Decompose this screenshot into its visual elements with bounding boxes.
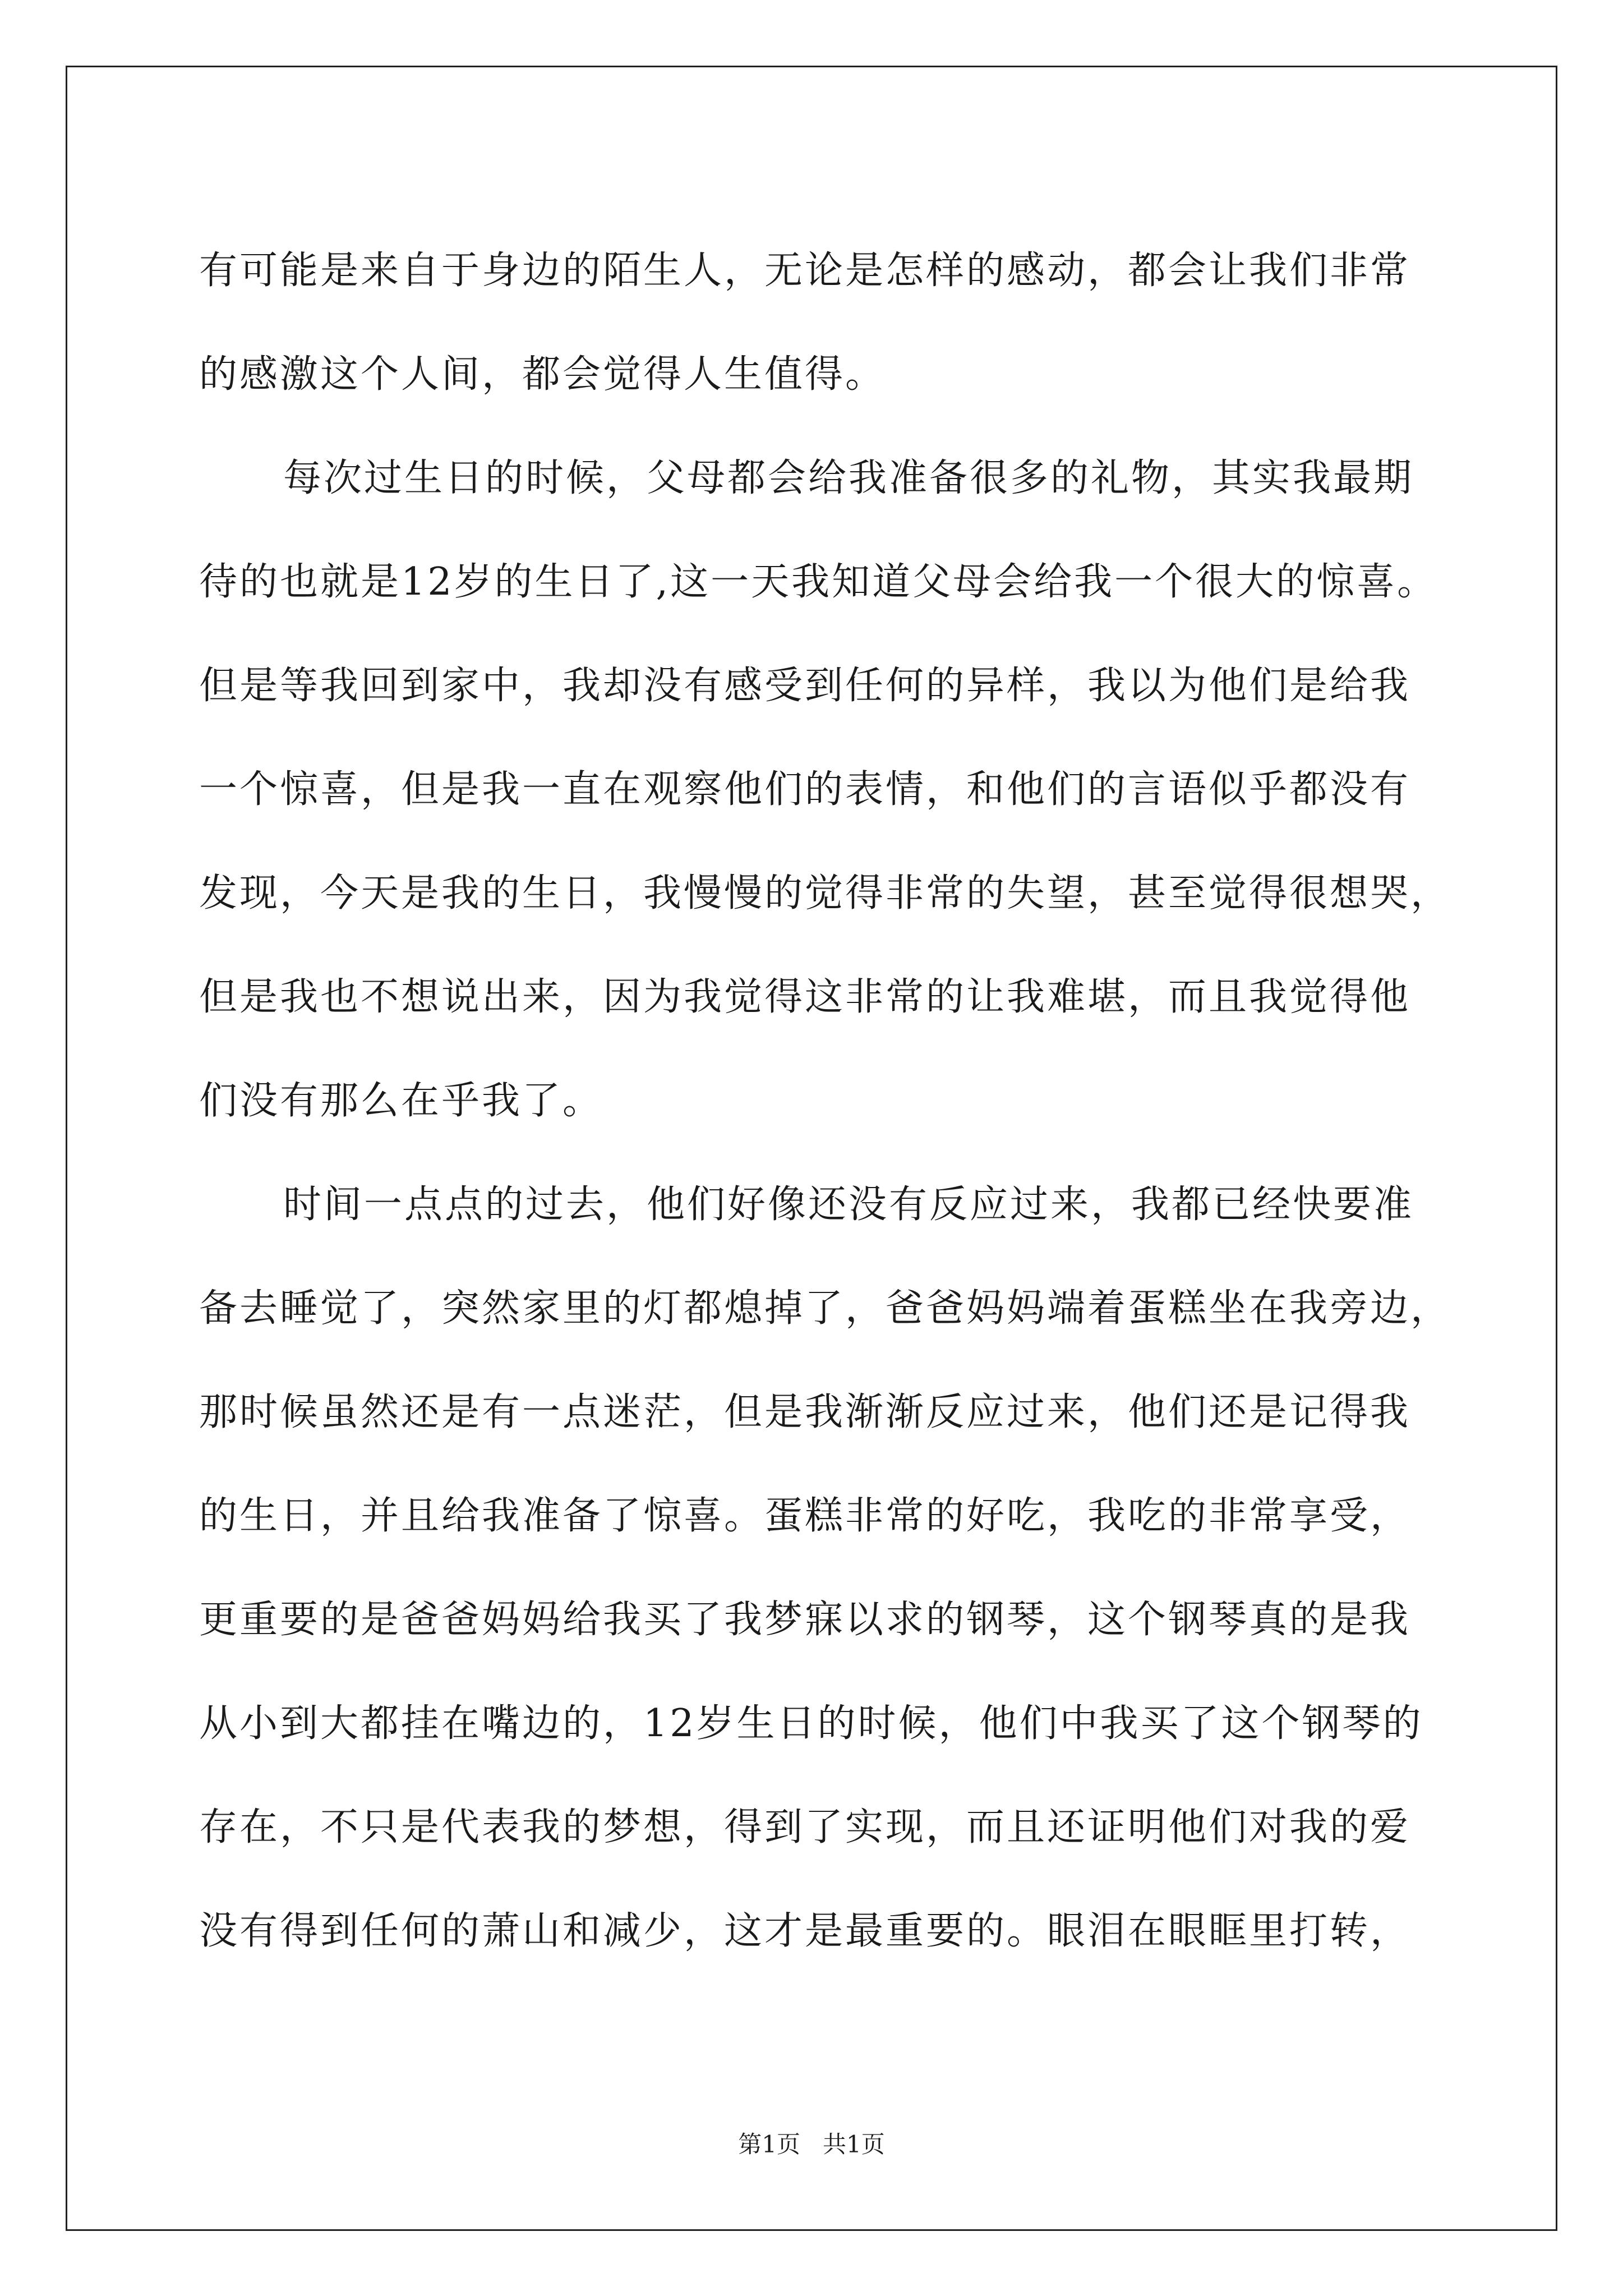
- page-number-label: 第1页 共1页: [738, 2131, 885, 2158]
- text-line: 更重要的是爸爸妈妈给我买了我梦寐以求的钢琴，这个钢琴真的是我: [199, 1598, 1411, 1642]
- document-body: [199, 219, 1451, 1983]
- text-line: 有可能是来自于身边的陌生人，无论是怎样的感动，都会让我们非常: [199, 249, 1411, 293]
- text-line: 但是我也不想说出来，因为我觉得这非常的让我难堪，而且我觉得他: [199, 975, 1411, 1019]
- text-line: 发现，今天是我的生日，我慢慢的觉得非常的失望，甚至觉得很想哭，: [199, 871, 1451, 915]
- text-line: 的感激这个人间，都会觉得人生值得。: [199, 352, 886, 397]
- text-line: 存在，不只是代表我的梦想，得到了实现，而且还证明他们对我的爱: [199, 1805, 1411, 1849]
- page-footer: [0, 2126, 1623, 2160]
- text-line: 待的也就是12岁的生日了,这一天我知道父母会给我一个很大的惊喜。: [199, 560, 1438, 604]
- text-line: 一个惊喜，但是我一直在观察他们的表情，和他们的言语似乎都没有: [199, 767, 1411, 812]
- text-line: 从小到大都挂在嘴边的，12岁生日的时候，他们中我买了这个钢琴的: [199, 1701, 1423, 1746]
- text-line: 的生日，并且给我准备了惊喜。蛋糕非常的好吃，我吃的非常享受，: [199, 1494, 1411, 1538]
- text-line: 每次过生日的时候，父母都会给我准备很多的礼物，其实我最期: [283, 456, 1414, 500]
- text-line: 时间一点点的过去，他们好像还没有反应过来，我都已经快要准: [283, 1182, 1414, 1227]
- text-line: 那时候虽然还是有一点迷茫，但是我渐渐反应过来，他们还是记得我: [199, 1390, 1411, 1434]
- text-line: 们没有那么在乎我了。: [199, 1079, 603, 1123]
- text-line: 备去睡觉了，突然家里的灯都熄掉了，爸爸妈妈端着蛋糕坐在我旁边，: [199, 1286, 1451, 1331]
- text-line: 没有得到任何的萧山和减少，这才是最重要的。眼泪在眼眶里打转，: [199, 1909, 1411, 1953]
- text-line: 但是等我回到家中，我却没有感受到任何的异样，我以为他们是给我: [199, 664, 1411, 708]
